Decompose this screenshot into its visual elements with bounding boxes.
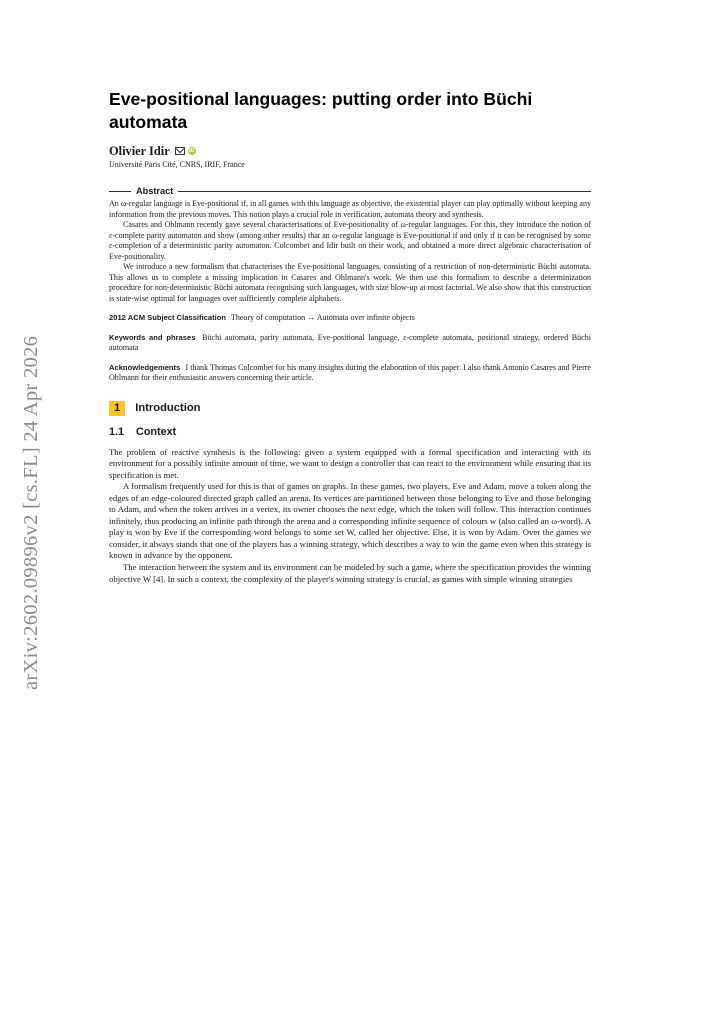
acknowledgements [109, 363, 591, 384]
acm-value: Theory of computation → Automata over infinite objects [230, 313, 415, 322]
abstract-paragraph: We introduce a new formalism that characterises the Eve-positional languages, consisting of a restriction of non-deterministic Büchi automata. This allows us to complete a missing implication in Casares and Ohlmann's work. We then use this formalism to describe a determinization procedure for non-deterministic Büchi automata recognising such languages, with size blow-up at most factorial. We also show that this construction is state-wise optimal for languages over sufficiently complete alphabets. [109, 262, 591, 303]
body-paragraph: The problem of reactive synthesis is the following: given a system equipped with a formal specification and interacting with its environment for a possibly infinite amount of time, we want to design a controller that can react to the environment while ensuring that its specification is met. [109, 446, 591, 480]
subsection-heading [109, 425, 591, 439]
section-heading [109, 401, 591, 416]
abstract-paragraph: Casares and Ohlmann recently gave several characterisations of Eve-positionality of ω-regular languages. For this, they introduce the notion of ε-complete parity automaton and show (among other results) that an ω-regular language is Eve-positional if and only if it can be recognised by some ε-completion of a deterministic parity automaton. Colcombet and Idir built on their work, and obtained a more direct algebraic characterisation of Eve-positionality. [109, 220, 591, 261]
abstract-rule-right [178, 191, 591, 192]
abstract-label: Abstract [136, 186, 174, 196]
ack-label: Acknowledgements [109, 362, 181, 372]
abstract-rule-left [109, 191, 131, 192]
body-paragraph: A formalism frequently used for this is that of games on graphs. In these games, two players, Eve and Adam, move a token along the edges of an edge-coloured directed graph called an arena. Its vertices are partitioned between those belonging to Eve and those belonging to Adam, and when the token arrives in a vertex, its owner chooses the next edge, which the token will follow. This interaction continues infinitely, thus producing an infinite path through the arena and a corresponding infinite sequence of colours w (also called an ω-word). A play is won by Eve if the corresponding word belongs to some set W, called her objective. Else, it is won by Adam. Over the games we consider, it always stands that one of the players has a winning strategy, which describes a way to win the game even when this strategy is known in advance by the opponent. [109, 481, 591, 561]
abstract-heading [109, 185, 591, 197]
subsection-title: Context [136, 425, 177, 438]
body-paragraph: The interaction between the system and its environment can be modeled by such a game, where the specification provides the winning objective W [4]. In such a context, the complexity of the player's winning strategy is crucial, as games with simple winning strategies [109, 561, 591, 584]
abstract-body [109, 199, 591, 304]
abstract-paragraph: An ω-regular language is Eve-positional if, in all games with this language as objective, the existential player can play optimally without keeping any information from the previous moves. This notion plays a crucial role in verification, automata theory and synthesis. [109, 199, 591, 219]
author-line [109, 144, 591, 158]
keywords [109, 333, 591, 354]
envelope-icon[interactable] [175, 147, 185, 155]
subsection-number: 1.1 [109, 425, 125, 438]
orcid-icon[interactable]: iD [188, 148, 195, 154]
keywords-label: Keywords and phrases [109, 332, 196, 342]
affiliation: Université Paris Cité, CNRS, IRIF, France [109, 160, 245, 169]
paper-page [109, 88, 591, 585]
section-title: Introduction [135, 401, 201, 414]
acm-label: 2012 ACM Subject Classification [109, 313, 227, 322]
arxiv-identifier: arXiv:2602.09896v2 [cs.FL] 24 Apr 2026 [20, 335, 42, 690]
body-text [109, 447, 591, 586]
paper-title: Eve-positional languages: putting order into Büchi automata [109, 89, 533, 132]
section-number: 1 [109, 401, 125, 416]
keywords-value: Büchi automata, parity automata, Eve-positional language, ε-complete automata, positional strategy, ordered Büchi automata [109, 332, 591, 352]
ack-value: I thank Thomas Colcombet for his many insights during the elaboration of this paper. I also thank Antonio Casares and Pierre Ohlmann for their enthusiastic answers concerning their article. [109, 362, 591, 382]
acm-classification [109, 313, 591, 324]
author-name: Olivier Idir [109, 144, 170, 158]
